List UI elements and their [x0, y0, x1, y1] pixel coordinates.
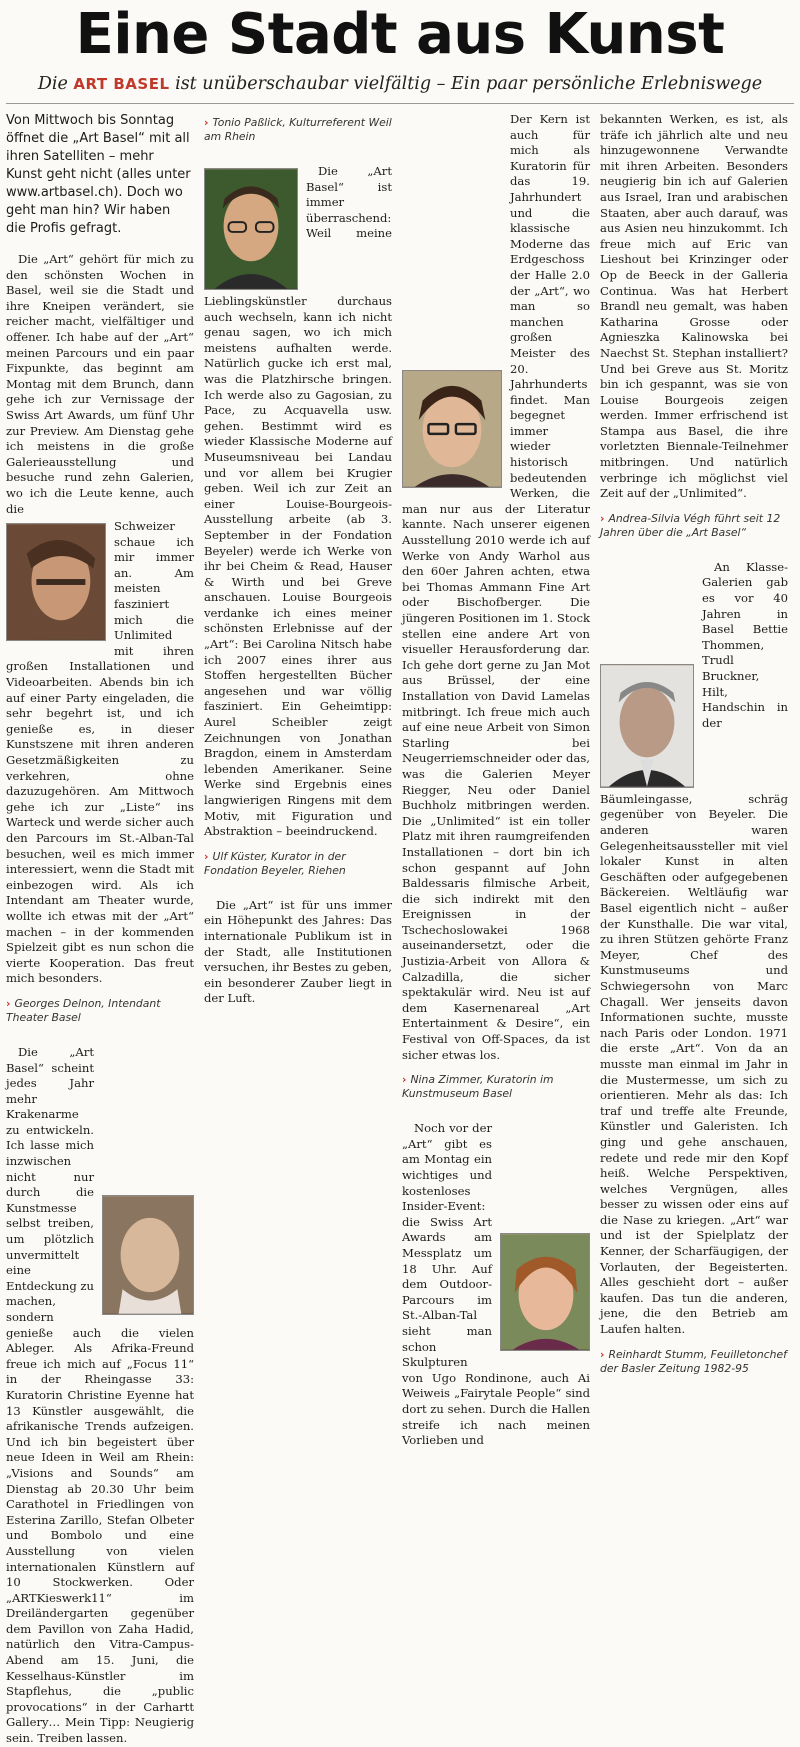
author-arrow-icon: ›	[6, 996, 11, 1010]
column-2	[204, 112, 392, 1222]
portrait-photo-zimmer	[402, 370, 502, 488]
portrait-photo-stumm	[600, 664, 694, 788]
author-delnon: › Georges Delnon, Intendant Theater Basel	[6, 996, 161, 1024]
author-arrow-icon: ›	[204, 116, 209, 129]
intro-text: Von Mittwoch bis Sonntag öffnet die „Art Basel“ mit all ihren Satelliten – mehr Kunst geht nicht (alles unter www.artbasel.ch). Doch wo geht man hin? Wir haben die Profis gefragt.	[6, 113, 191, 236]
art-basel-brand: ART BASEL	[73, 75, 170, 93]
divider	[6, 103, 794, 104]
column-3	[402, 112, 590, 1448]
author-zimmer: › Nina Zimmer, Kuratorin im Kunstmuseum Basel	[402, 1073, 554, 1101]
zimmer-paragraph-1: Die „Art“ ist für uns immer ein Höhepunkt des Jahres: Das internationale Publikum ist in der Stadt, alle Institutionen versuchen, ihr Bestes zu geben, ein besonderer Zauber liegt in der Luft.	[204, 897, 392, 1006]
column-1	[6, 112, 194, 1746]
kuester-afrika-paragraph: Die „Art Basel“ scheint jedes Jahr mehr Krakenarme zu entwickeln. Ich lasse mich inzwischen nicht nur durch die Kunstmesse selbst treiben, um plötzlich unvermittelt eine Entdeckung zu machen, sondern genieße auch die vielen Ableger. Als Afrika-Freund freue ich mich auf „Focus 11“ in der Rheingasse 33: Kuratorin Christine Eyenne hat 13 Künstler ausgewählt, die afrikanische Trends aufzeigen. Und ich bin begeistert über neue Ideen in Weil am Rhein: „Visions and Sounds“ am Dienstag ab 20.30 Uhr beim Carathotel in Friedlingen von Esterina Zarillo, Stefan Olbeter und Bombolo und eine Ausstellung von vielen internationalen Künstlern auf 10 Stockwerken. Oder „ARTKieswerk11“ im Dreiländergarten gegenüber dem Pavillon von Zaha Hadid, natürlich den Vitra-Campus-Abend am 15. Juni, die Kesselhaus-Künstler im Stapflehus, die „public provocations“ in der Carhartt Gallery… Mein Tipp: Neugierig sein. Treiben lassen.	[6, 1044, 194, 1746]
portrait-photo-tonio	[102, 1195, 194, 1315]
author-stumm: › Reinhardt Stumm, Feuilletonchef der Basler Zeitung 1982-95	[600, 1347, 787, 1375]
kuester-paragraph: Die „Art Basel“ ist immer überraschend: Weil meine Lieblingskünstler durchaus auch wechseln, kann ich nicht genau sagen, wo ich mich meistens aufhalten werde. Natürlich gucke ich erst mal, was die Platzhirsche bringen. Ich werde also zu Gagosian, zu Pace, zu Acquavella usw. gehen. Bestimmt wird es wieder Klassische Moderne auf Museumsniveau bei Landau und vor allem bei Krugier geben. Weil ich zur Zeit an einer Louise-Bourgeois-Ausstellung arbeite (ab 3. September in der Fondation Beyeler) werde ich Werke von ihr bei Cheim & Read, Hauser & Wirth und bei Greve anschauen. Louise Bourgeois verdanke ich eines meiner schönsten Erlebnisse auf der „Art“: Bei Carolina Nitsch habe ich 2007 eines ihrer aus Stoffen hergestellten Bücher angesehen und war völlig fasziniert. Ein Geheimtipp: Aurel Scheibler zeigt Zeichnungen von Jonathan Bragdon, einem in Amsterdam lebenden Amerikaner. Seine Werke sind Ergebnis eines langwierigen Ringens mit dem Motiv, mit Figuration und Abstraktion – beeindruckend.	[204, 164, 392, 839]
author-arrow-icon: ›	[402, 1073, 407, 1087]
author-arrow-icon: ›	[600, 1347, 605, 1361]
vegh-paragraph-1: Noch vor der „Art“ gibt es am Montag ein wichtiges und kostenloses Insider-Event: die Swiss Art Awards am Messplatz um 18 Uhr. Auf dem Outdoor-Parcours im St.-Alban-Tal sieht man schon Skulpturen von Ugo Rondinone, auch Ai Weiweis „Fairytale People“ sind dort zu sehen. Durch die Hallen streife ich nach meinen Vorlieben und	[402, 1121, 590, 1448]
author-kuester: › Ulf Küster, Kurator in der Fondation Beyeler, Riehen	[204, 849, 346, 877]
headline: Eine Stadt aus Kunst	[75, 2, 725, 67]
vegh-paragraph-2: bekannten Werken, es ist, als träfe ich jährlich alte und neu hinzugewonnene Verwandte mit ihren Arbeiten. Besonders neugierig bin ich auf Galerien aus Israel, Iran und arabischen Staaten, aber auch darauf, was aus Asien neu hinzukommt. Ich freue mich auf Eric van Lieshout bei Krinzinger oder Op de Beeck in der Galleria Continua. Was hat Herbert Brandl neu gemalt, was haben Katharina Grosse oder Agnieszka Kalinowska bei Naechst St. Stephan installiert? Und bei Greve aus St. Moritz bin ich gespannt, was sie von Louise Bourgeois zeigen werden. Immer erfrischend ist Stampa aus Basel, die ihre vorletzten Biennale-Teilnehmer mitbringen. Und natürlich verbringe ich möglichst viel Zeit auf der „Unlimited“.	[600, 112, 788, 501]
subline	[0, 74, 800, 94]
delnon-paragraph-2: Schweizer schaue ich mir immer an. Am meisten fasziniert mich die Unlimited mit ihren großen Installationen und Videoarbeiten. Abends bin ich auf einer Party eingeladen, die sehr begehrt ist, und ich genieße es, in dieser Kunstszene mit ihren anderen Gesetzmäßigkeiten zu verkehren, ohne dazuzugehören. Am Mittwoch gehe ich zur „Liste“ ins Warteck und werde sicher auch den Parcours im St.-Alban-Tal besuchen, weil es mich immer interessiert, wenn die Stadt mit einbezogen wird. Als ich Intendant am Theater wurde, wollte ich etwas mit der „Art“ machen – in der kommenden Spielzeit gibt es nun schon die vierte Kooperation. Das freut mich besonders.	[6, 519, 194, 986]
zimmer-paragraph-2: Der Kern ist auch für mich als Kuratorin für das 19. Jahrhundert und die klassische Moderne das Erdgeschoss der Halle 2.0 der „Art“, wo man so manchen großen Meister des 20. Jahrhunderts findet. Man begegnet immer wieder historisch bedeutenden Werken, die man nur aus der Literatur kannte. Nach unserer eigenen Ausstellung 2010 werde ich auf Werke von Andy Warhol aus den 60er Jahren achten, etwa bei Thomas Ammann Fine Art oder Bischofberger. Die jüngeren Positionen im 1. Stock stellen eine andere Art von visueller Herausforderung dar. Ich gehe dort gerne zu Jan Mot aus Brüssel, der eine Installation von David Lamelas mitbringt. Ich freue mich auch auf eine neue Arbeit von Simon Starling bei Neugerriemschneider oder das, was die Galerien Meyer Riegger, Neu oder Daniel Buchholz mitbringen werden. Die „Unlimited“ ist ein toller Platz mit ihren raumgreifenden Installationen – dort bin ich schon gespannt auf John Baldessaris filmische Arbeit, die sich indirekt mit den Ereignissen in der Tschechoslowakei 1968 auseinandersetzt, oder die Justizia-Arbeit von Allora & Calzadilla, die sicher spektakulär wird. Neu ist auf dem Kasernenareal „Art Entertainment & Desire“, ein Festival von Off-Spaces, da ist sicher etwas los.	[402, 112, 590, 1062]
author-arrow-icon: ›	[600, 511, 605, 525]
author-vegh: › Andrea-Silvia Végh führt seit 12 Jahren über die „Art Basel“	[600, 511, 781, 539]
author-arrow-icon: ›	[204, 849, 209, 863]
author-tonio: › Tonio Paßlick, Kulturreferent Weil am Rhein	[204, 116, 392, 143]
column-4	[600, 112, 788, 1375]
portrait-photo-vegh	[500, 1233, 590, 1351]
portrait-photo-delnon	[6, 523, 106, 641]
stumm-paragraph: An Klasse-Galerien gab es vor 40 Jahren in Basel Bettie Thommen, Trudl Bruckner, Hilt, Handschin in der Bäumleingasse, schräg gegenüber von Beyeler. Die anderen waren Gelegenheitsaussteller mit viel lokaler Kunst in alten Geschäften oder aufgegebenen Bäckereien. Weltläufig war Basel eigentlich nicht – außer der Kunsthalle. Die war vital, zu ihren Stützen gehörte Franz Meyer, Chef des Kunstmuseums und Schwiegersohn von Marc Chagall. Wer jenseits davon Informationen suchte, musste nach Paris oder London. 1971 die erste „Art“. Von da an musste man einmal im Jahr in die Mustermesse, um sich zu orientieren. Mehr als das: Ich traf und treffe alte Freunde, Künstler und Galeristen. Ich ging und gehe anschauen, redete und rede mir den Kopf heiß. Welche Perspektiven, welches Vergnügen, alles besser zu wissen oder eins auf die Nase zu kriegen. „Art“ war und ist der Spielplatz der Kenner, der Scharfäugigen, der Vorlauten, der Begeisterten. Alles geschieht dort – außer kaufen. Das tun die anderen, jene, die den Betrieb am Laufen halten.	[600, 559, 788, 1337]
subline-post: ist unüberschaubar vielfältig – Ein paar persönliche Erlebniswege	[175, 74, 763, 94]
subline-pre: Die	[37, 74, 68, 94]
delnon-paragraph-1: Die „Art“ gehört für mich zu den schönsten Wochen in Basel, weil sie die Stadt und ihre Kneipen verändert, sie reicher macht, vielfältiger und offener. Ich habe auf der „Art“ meinen Parcours und ein paar Fixpunkte, das beginnt am Montag mit dem Brunch, dann gehe ich zur Vernissage der Swiss Art Awards, um fünf Uhr zur Preview. Am Dienstag gehe ich meistens in die große Galerieausstellung und besuche rund zehn Galerien, wo ich die Leute kenne, auch die	[6, 252, 194, 516]
portrait-photo-kuester	[204, 168, 298, 290]
